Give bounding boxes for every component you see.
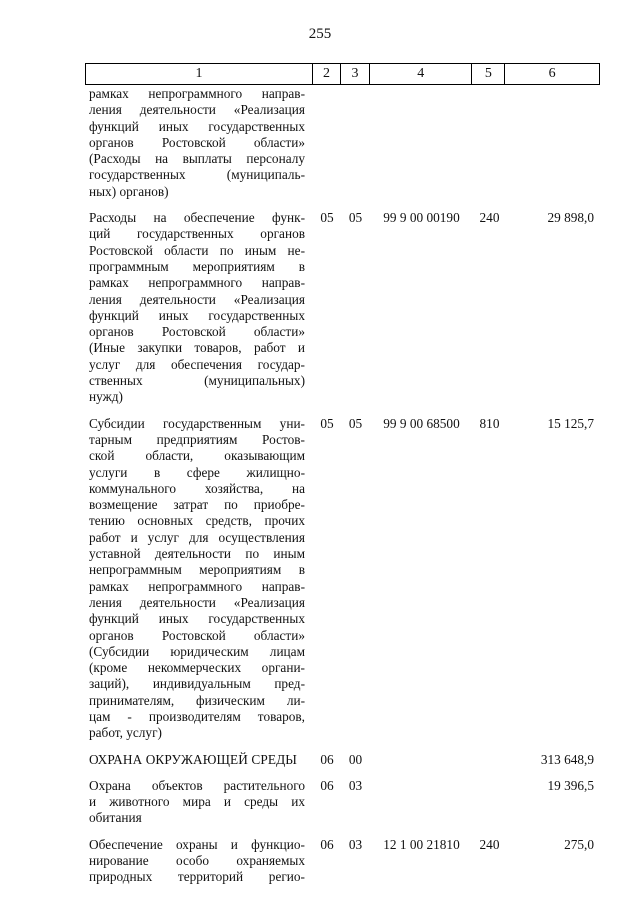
description-line: тарным предприятиям Ростов- [89, 431, 305, 447]
target-article-code [370, 86, 473, 200]
description-line: заций), индивидуальным пред- [89, 676, 305, 692]
description-line: работ, услуг) [89, 725, 162, 741]
expense-type-code: 810 [479, 415, 500, 431]
section-code: 06 [320, 751, 334, 767]
description-line: ления деятельности «Реализация [89, 291, 305, 307]
description-line: ОХРАНА ОКРУЖАЮЩЕЙ СРЕДЫ [89, 751, 297, 767]
description-line: органов Ростовской области» [89, 324, 305, 340]
description-line: рамках непрограммного направ- [89, 275, 305, 291]
description-line: ных) органов) [89, 183, 169, 199]
target-article-code: 99 9 00 00190 [383, 210, 460, 226]
description-line: ления деятельности «Реализация [89, 594, 305, 610]
description-line: (Расходы на выплаты персоналу [89, 151, 305, 167]
amount: 29 898,0 [547, 210, 594, 226]
header-col-1: 1 [86, 64, 313, 84]
amount [506, 86, 600, 200]
target-article-code: 12 1 00 21810 [383, 836, 460, 852]
header-col-4: 4 [370, 64, 473, 84]
target-article-code [370, 778, 473, 827]
description-line: функций иных государственных [89, 611, 305, 627]
table-header [85, 63, 600, 85]
subsection-code: 05 [348, 415, 363, 431]
expense-type-code [473, 752, 506, 768]
row-gap [85, 742, 600, 752]
description-line: нирование особо охраняемых [89, 853, 305, 869]
description-line: ций государственных органов [89, 226, 305, 242]
table-row [85, 86, 600, 200]
description-line: ления деятельности «Реализация [89, 102, 305, 118]
description-line: уставной деятельности по иным [89, 546, 305, 562]
subsection-code: 03 [348, 777, 363, 793]
description-line: ственных (муниципальных) [89, 373, 305, 389]
table-body [85, 86, 600, 886]
subsection-code [341, 86, 370, 200]
expense-type-code [473, 86, 506, 200]
description-line: программным мероприятиям в [89, 258, 305, 274]
row-description [85, 837, 313, 886]
description-line: природных территорий регио- [89, 869, 305, 885]
header-col-2: 2 [313, 64, 341, 84]
expense-type-code: 240 [479, 836, 500, 852]
description-line: (Субсидии юридическим лицам [89, 643, 305, 659]
description-line: тению основных средств, прочих [89, 513, 305, 529]
section-code: 06 [320, 777, 334, 793]
amount: 15 125,7 [547, 415, 594, 431]
description-line: ской области, оказывающим [89, 448, 305, 464]
row-description [85, 778, 313, 827]
target-article-code [370, 752, 473, 768]
description-line: услуг для обеспечения государ- [89, 356, 305, 372]
expense-type-code [473, 778, 506, 827]
row-gap [85, 406, 600, 416]
row-description [85, 210, 313, 406]
description-line: Расходы на обеспечение функ- [89, 210, 305, 226]
table-row [85, 752, 600, 768]
target-article-code: 99 9 00 68500 [383, 415, 460, 431]
description-line: органов Ростовской области» [89, 627, 305, 643]
description-line: Ростовской области по иным не- [89, 242, 305, 258]
description-line: рамках непрограммного направ- [89, 578, 305, 594]
subsection-code: 00 [348, 751, 363, 767]
row-description [85, 86, 313, 200]
section-code: 05 [320, 415, 334, 431]
description-line: непрограммным мероприятиям в [89, 562, 305, 578]
amount: 275,0 [564, 836, 594, 852]
header-col-3: 3 [341, 64, 370, 84]
description-line: принимателям, физическим ли- [89, 692, 305, 708]
description-line: услуги в сфере жилищно- [89, 464, 305, 480]
description-line: Обеспечение охраны и функцио- [89, 836, 305, 852]
table-row [85, 778, 600, 827]
description-line: функций иных государственных [89, 307, 305, 323]
table-row [85, 416, 600, 742]
subsection-code: 03 [348, 836, 363, 852]
table-row [85, 210, 600, 406]
description-line: функций иных государственных [89, 118, 305, 134]
row-description [85, 416, 313, 742]
table-row [85, 837, 600, 886]
description-line: нужд) [89, 389, 123, 405]
page-number: 255 [308, 26, 332, 42]
description-line: работ и услуг для осуществления [89, 529, 305, 545]
row-gap [85, 827, 600, 837]
section-code [313, 86, 341, 200]
header-col-6: 6 [548, 66, 556, 81]
amount: 19 396,5 [547, 777, 594, 793]
description-line: Охрана объектов растительного [89, 777, 305, 793]
section-code: 05 [320, 210, 334, 226]
description-line: рамках непрограммного направ- [89, 86, 305, 101]
description-line: цам - производителям товаров, [89, 708, 305, 724]
description-line: и животного мира и среды их [89, 794, 305, 810]
amount: 313 648,9 [540, 751, 594, 767]
description-line: (кроме некоммерческих органи- [89, 660, 305, 676]
row-gap [85, 200, 600, 210]
row-gap [85, 768, 600, 778]
description-line: коммунального хозяйства, на [89, 480, 305, 496]
header-col-5: 5 [472, 64, 505, 84]
description-line: органов Ростовской области» [89, 134, 305, 150]
description-line: Субсидии государственным уни- [89, 415, 305, 431]
subsection-code: 05 [348, 210, 363, 226]
description-line: государственных (муниципаль- [89, 167, 305, 183]
section-code: 06 [320, 836, 334, 852]
description-line: возмещение затрат по приобре- [89, 497, 305, 513]
description-line: обитания [89, 810, 142, 826]
row-description [85, 752, 313, 768]
expense-type-code: 240 [479, 210, 500, 226]
description-line: (Иные закупки товаров, работ и [89, 340, 305, 356]
